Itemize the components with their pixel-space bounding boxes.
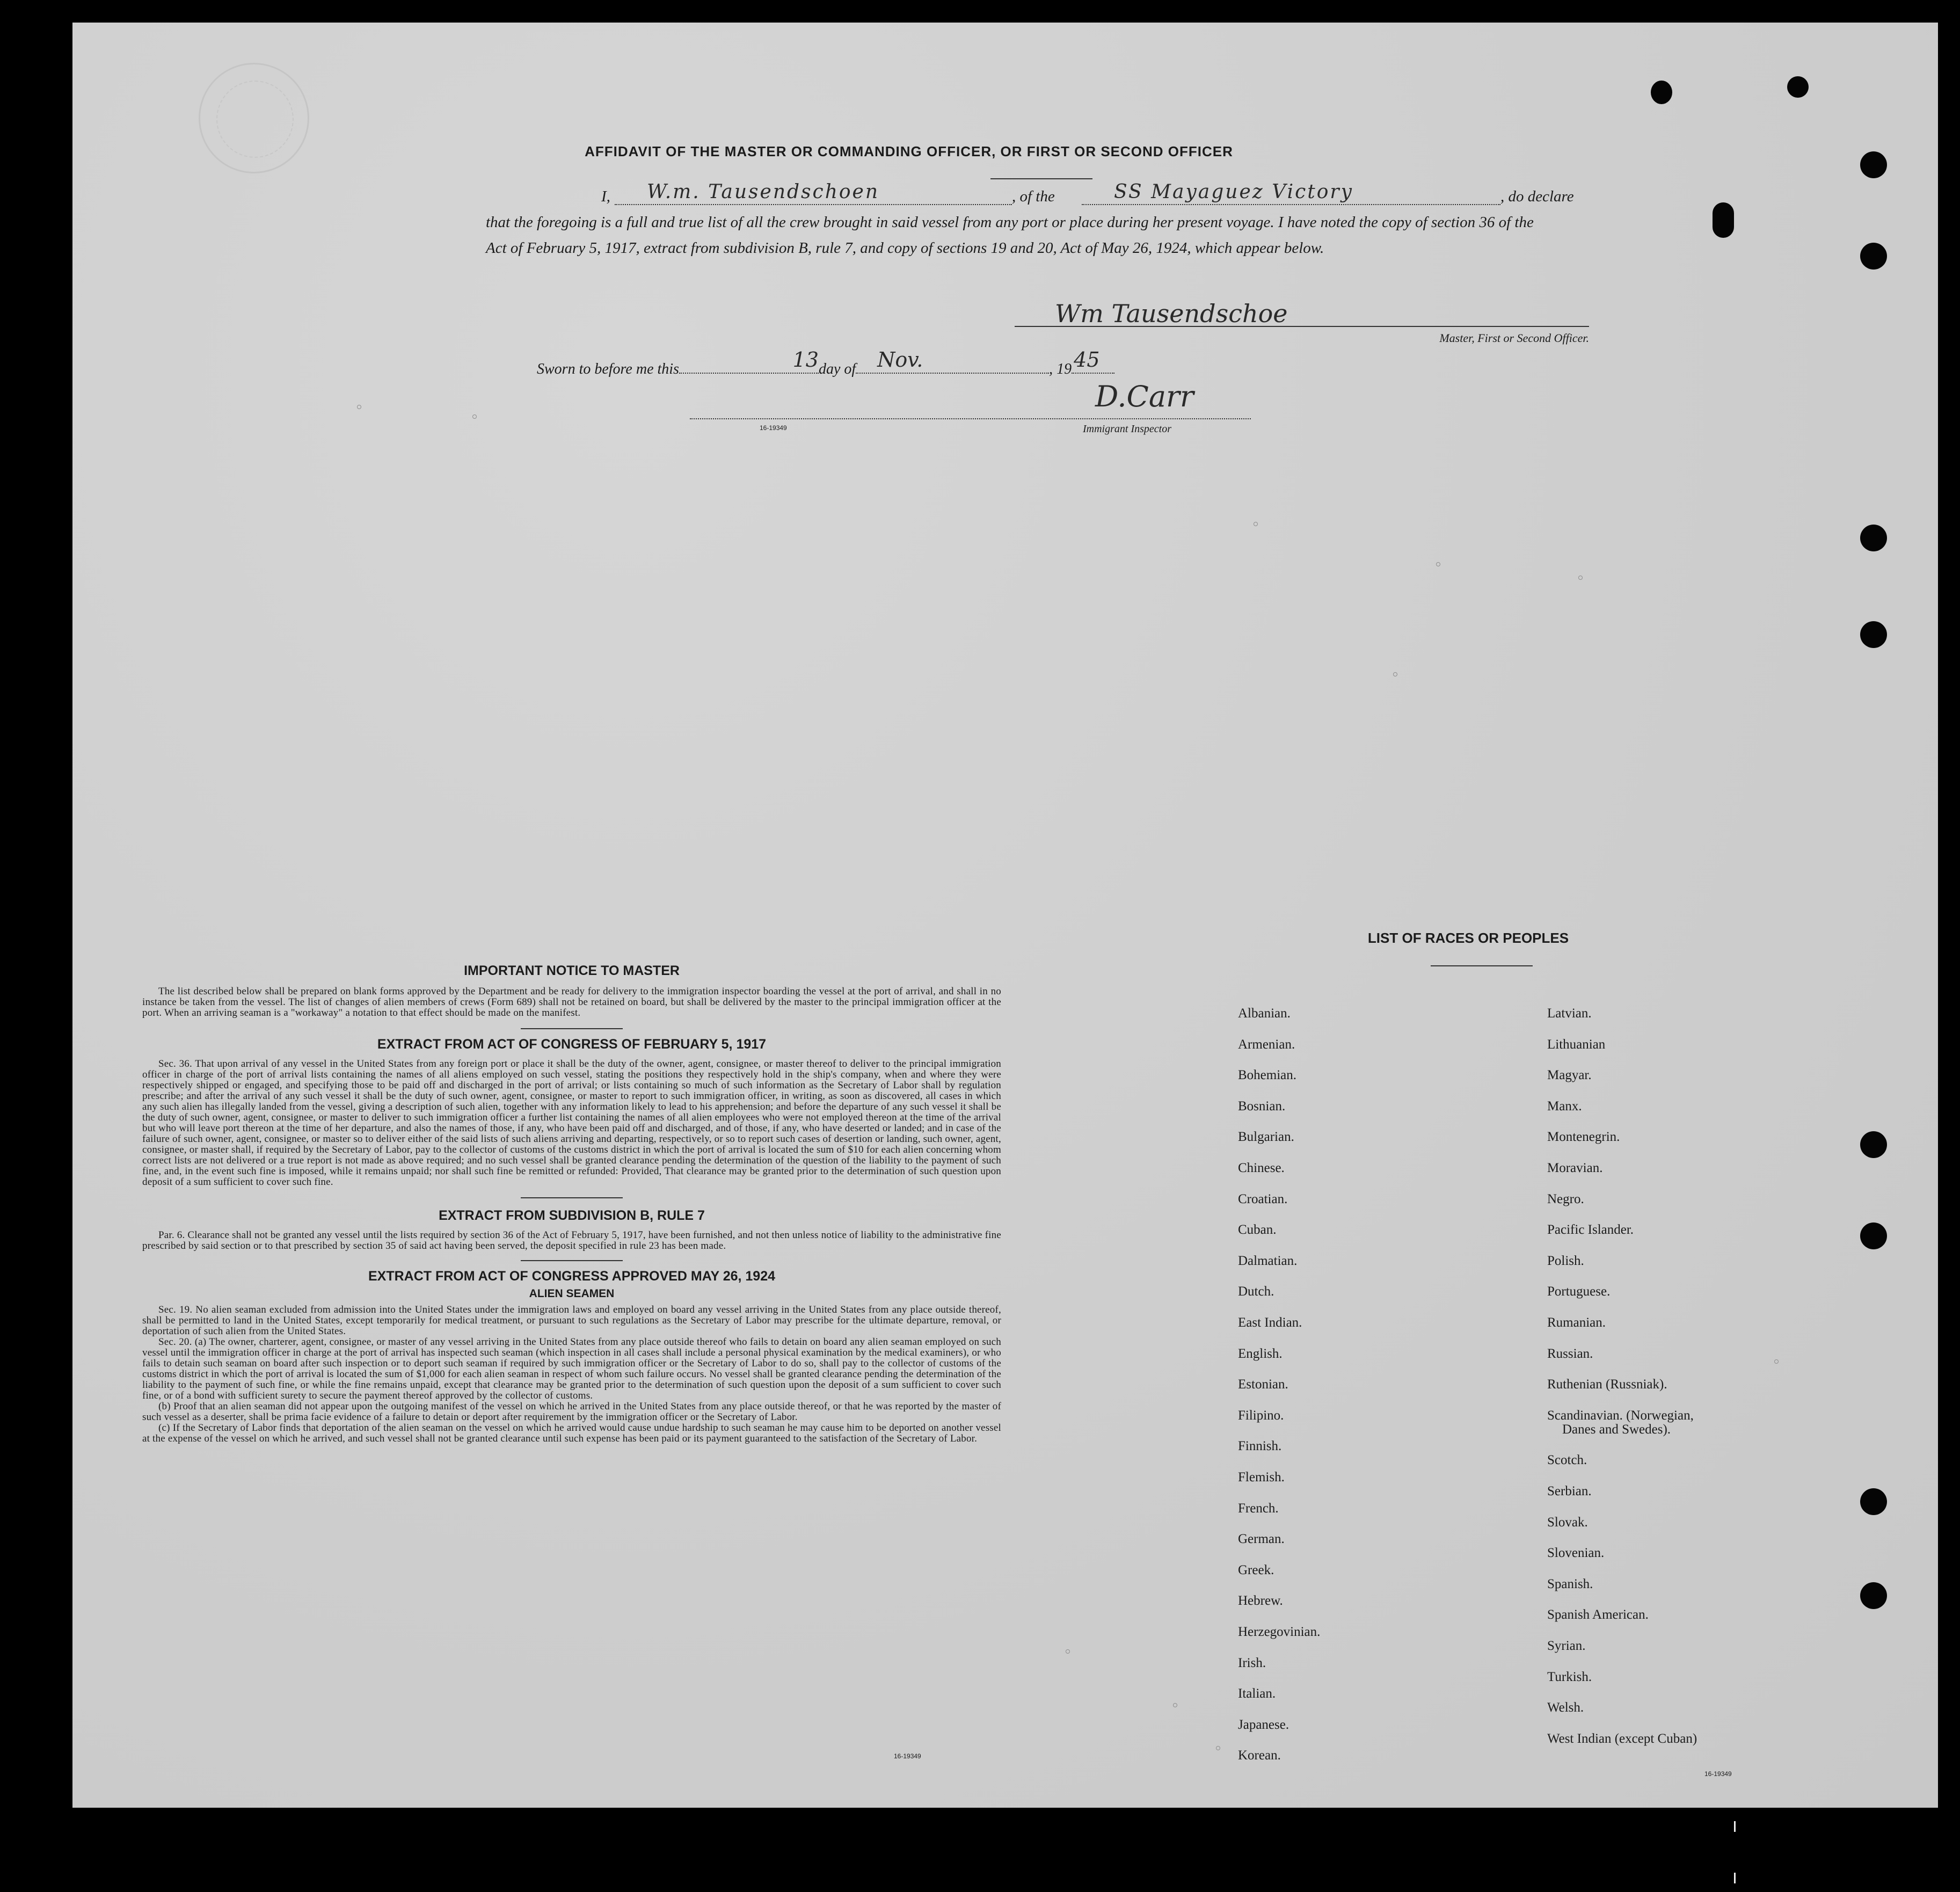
inspector-signature: D.Carr (1095, 380, 1194, 413)
race-item: Greek. (1238, 1562, 1274, 1577)
speck (1578, 576, 1583, 580)
vessel-handwriting: SS Mayaguez Victory (1114, 181, 1353, 203)
speck (1254, 522, 1258, 526)
race-item: Spanish. (1547, 1576, 1593, 1591)
race-item: Bosnian. (1238, 1098, 1286, 1114)
race-item: Rumanian. (1547, 1315, 1606, 1330)
speck (472, 414, 477, 419)
speck (1774, 1359, 1779, 1364)
races-rule (1431, 965, 1533, 966)
race-item: Estonian. (1238, 1377, 1288, 1392)
declaration-body: that the foregoing is a full and true list of all the crew brought in said vessel from any port or place during her present voyage. I have noted the copy of section 36 of the Act of February 5, 1917, extract from subdivision B, rule 7, and copy of sections 19 and 20, Act of May 26, 1924, which appear below. (486, 214, 1534, 257)
year-field (1072, 348, 1114, 374)
section-36-paragraph: Sec. 36. That upon arrival of any vessel in the United States from any foreign port or place it shall be the duty of the owner, agent, consignee, or master thereof to deliver to the principal immigration officer in charge of the port of arrival lists containing the names of all aliens employed on such vessel, stating the positions they respectively hold in the ship's company, when and where they were respectively shipped or engaged, and specifying those to be paid off and discharged in the port of arrival; or lists containing so much of such information as the Secretary of Labor shall by regulation prescribe; and after the arrival of any such vessel it shall be the duty of such owner, agent, consignee, or master to report to such immigration officer, in writing, as soon as discovered, all cases in which any such alien has illegally landed from the vessel, giving a description of such alien, together with any information likely to lead to his apprehension; and before the departure of any such vessel it shall be the duty of such owner, agent, consignee, or master to deliver to such immigration officer a further list containing the names of all alien employees who were not employed thereon at the time of the arrival but who will leave port thereon at the time of her departure, and also the names of those, if any, who have been paid off and discharged, and of those, if any, who have deserted or landed; and in case of the failure of such owner, agent, consignee, or master so to deliver either of the said lists of such aliens arriving and departing, respectively, or so to report such cases of desertion or landing, such owner, agent, consignee, or master shall, if required by the Secretary of Labor, pay to the collector of customs of the customs district in which the port of arrival is located the sum of $10 for each alien concerning whom correct lists are not delivered or a true report is not made as above required; and no such vessel shall be granted clearance pending the determination of the question of the liability to the payment of such fine, and, in the event such fine is imposed, while it remains unpaid; nor shall such fine be remitted or refunded: Provided, That clearance may be granted prior to the determination of such question upon deposit of a sum sufficient to cover such fine. (142, 1058, 1001, 1188)
declaration-first-line (486, 181, 1592, 209)
signature-line (1015, 326, 1589, 327)
edge-mark (1734, 1873, 1736, 1883)
race-item: Japanese. (1238, 1717, 1289, 1732)
do-declare-label: , do declare (1500, 188, 1574, 205)
race-item: Scandinavian. (Norwegian, (1547, 1408, 1694, 1423)
race-item: Welsh. (1547, 1700, 1584, 1715)
race-item: Hebrew. (1238, 1593, 1283, 1609)
race-item: Albanian. (1238, 1006, 1291, 1021)
alien-seamen-heading: ALIEN SEAMEN (529, 1287, 615, 1300)
par-6-paragraph: Par. 6. Clearance shall not be granted any vessel until the lists required by section 36 of the Act of February 5, 1917, have been furnished, and not then unless notice of liability to the administrative fine prescribed by said section or to that prescribed by section 35 of said act having been served, the deposit specified in rule 23 has been made. (142, 1229, 1001, 1251)
race-item: Filipino. (1238, 1408, 1284, 1423)
vessel-field (1082, 181, 1500, 205)
punch-hole (1860, 1131, 1887, 1158)
race-item: Flemish. (1238, 1470, 1285, 1485)
punch-hole (1860, 525, 1887, 551)
sec-19-paragraph: Sec. 19. No alien seaman excluded from admission into the United States under the immigration laws and employed on board any vessel arriving in the United States from any place outside thereof, shall be permitted to land in the United States, except temporarily for medical treatment, or pursuant to such regulations as the Secretary of Labor may prescribe for the ultimate departure, removal, or deportation of such alien from the United States. (142, 1304, 1001, 1337)
race-item: Slovenian. (1547, 1546, 1605, 1561)
punch-hole (1860, 1222, 1887, 1249)
race-item: Russian. (1547, 1346, 1593, 1361)
inspector-caption: Immigrant Inspector (1083, 423, 1171, 435)
of-the-label: , of the (1012, 188, 1055, 205)
race-item: Slovak. (1547, 1515, 1588, 1530)
notice-paragraph: The list described below shall be prepared on blank forms approved by the Department and be ready for delivery to the immigration inspector boarding the vessel at the port of arrival, and shall in no instance be taken from the vessel. The list of changes of alien members of crews (Form 689) shall not be retained on board, but shall be delivered by the master to the principal immigration officer at the port. When an arriving seaman is a "workaway" a notation to that effect should be made on the manifest. (142, 986, 1001, 1018)
race-item: Pacific Islander. (1547, 1222, 1634, 1238)
race-item: Syrian. (1547, 1638, 1586, 1653)
sworn-label: Sworn to before me this (537, 361, 679, 377)
race-item: Manx. (1547, 1098, 1582, 1114)
race-item: Turkish. (1547, 1669, 1592, 1684)
section-rule (521, 1028, 623, 1029)
race-item: Lithuanian (1547, 1037, 1606, 1052)
important-notice (142, 963, 1001, 1444)
race-item: West Indian (except Cuban) (1547, 1731, 1697, 1746)
master-name-handwriting: W.m. Tausendschoen (647, 181, 880, 203)
extract-1917-heading: EXTRACT FROM ACT OF CONGRESS OF FEBRUARY 5, 1917 (377, 1037, 767, 1052)
extract-1924-heading: EXTRACT FROM ACT OF CONGRESS APPROVED MAY 26, 1924 (368, 1269, 776, 1284)
sworn-month-field (856, 348, 1049, 374)
day-of-label: day of (818, 361, 856, 377)
section-rule (521, 1197, 623, 1198)
speck (1393, 672, 1397, 676)
sworn-day-field (679, 348, 819, 374)
notice-form-number: 16-19349 (894, 1752, 921, 1760)
i-label: I, (601, 188, 610, 205)
punch-hole (1860, 621, 1887, 648)
punch-hole (1713, 202, 1734, 238)
extract-rule7-heading: EXTRACT FROM SUBDIVISION B, RULE 7 (439, 1208, 705, 1223)
speck (1436, 562, 1440, 566)
punch-hole (1860, 151, 1887, 178)
race-item: East Indian. (1238, 1315, 1302, 1330)
races-form-number: 16-19349 (1704, 1770, 1732, 1778)
affidavit-title: AFFIDAVIT OF THE MASTER OR COMMANDING OFFICER, OR FIRST OR SECOND OFFICER (585, 143, 1233, 159)
race-item: Bulgarian. (1238, 1130, 1294, 1145)
races-title: LIST OF RACES OR PEOPLES (1367, 930, 1569, 946)
race-item: Irish. (1238, 1655, 1266, 1670)
race-item: Italian. (1238, 1686, 1276, 1701)
race-item: Ruthenian (Russniak). (1547, 1377, 1667, 1392)
notice-heading: IMPORTANT NOTICE TO MASTER (464, 963, 680, 978)
race-item: Dalmatian. (1238, 1253, 1298, 1268)
punch-hole (1860, 243, 1887, 270)
speck (1066, 1649, 1070, 1654)
race-item: Montenegrin. (1547, 1130, 1620, 1145)
race-item: Bohemian. (1238, 1068, 1297, 1083)
race-item: Moravian. (1547, 1161, 1603, 1175)
race-item: Danes and Swedes). (1562, 1422, 1671, 1437)
race-item: Cuban. (1238, 1222, 1277, 1238)
race-item: Finnish. (1238, 1439, 1282, 1454)
race-item: French. (1238, 1501, 1279, 1516)
race-item: Serbian. (1547, 1483, 1592, 1498)
section-rule (521, 1260, 623, 1261)
punch-hole (1860, 1488, 1887, 1515)
document-page (72, 23, 1938, 1808)
race-item: Magyar. (1547, 1068, 1592, 1083)
race-item: Korean. (1238, 1748, 1281, 1763)
race-item: Armenian. (1238, 1037, 1295, 1052)
master-signature: Wm Tausendschoe (1055, 299, 1288, 328)
race-item: Croatian. (1238, 1191, 1288, 1206)
sec-20c-paragraph: (c) If the Secretary of Labor finds that deportation of the alien seaman on the vessel on which he arrived would cause undue hardship to such seaman he may cause him to be deported on another vessel at the expense of the vessel on which he arrived, and such vessel shall not be granted clearance until such expense has been paid or its payment guaranteed to the satisfaction of the Secretary of Labor. (142, 1422, 1001, 1444)
signature-caption: Master, First or Second Officer. (1439, 331, 1589, 345)
race-item: Spanish American. (1547, 1607, 1649, 1622)
race-item: Latvian. (1547, 1006, 1592, 1021)
master-name-field (615, 181, 1012, 205)
year-prefix: , 19 (1049, 361, 1072, 377)
edge-mark (1734, 1821, 1736, 1832)
sec-20b-paragraph: (b) Proof that an alien seaman did not appear upon the outgoing manifest of the vessel on which he arrived in the United States from any place outside thereof, or that he was reported by the master of such vessel as a deserter, shall be prima facie evidence of a failure to detain or deport after requirement by the immigration officer or the Secretary of Labor. (142, 1401, 1001, 1423)
speck (357, 405, 361, 409)
form-number: 16-19349 (760, 424, 787, 432)
race-item: Portuguese. (1547, 1284, 1611, 1299)
race-item: Polish. (1547, 1253, 1584, 1268)
sworn-month-handwriting: Nov. (877, 348, 923, 372)
punch-hole (1787, 76, 1809, 98)
sworn-day-handwriting: 13 (792, 348, 819, 372)
race-item: English. (1238, 1346, 1283, 1361)
title-rule (990, 178, 1092, 179)
punch-hole (1651, 81, 1672, 104)
race-item: Chinese. (1238, 1161, 1285, 1175)
speck (1173, 1703, 1177, 1707)
year-handwriting: 45 (1074, 348, 1100, 372)
race-item: Herzegovinian. (1238, 1625, 1321, 1639)
sec-20a-paragraph: Sec. 20. (a) The owner, charterer, agent, consignee, or master of any vessel arriving in the United States from any place outside thereof who fails to detain on board any alien seaman employed on such vessel until the immigration officer in charge at the port of arrival has inspected such seaman (which inspection in all cases shall include a personal physical examination by the medical examiners), or who fails to detain such seaman on board after such inspection or to deport such seaman if required by such immigration officer or the Secretary of Labor to do so, shall pay to the collector of customs of the customs district in which the port of arrival is located the sum of $1,000 for each alien seaman in respect of whom such failure occurs. No vessel shall be granted clearance pending the determination of the liability to the payment of such fine, or while the fine remains unpaid, except that clearance may be granted prior to the determination of such question upon the deposit of a sum sufficient to cover such fine, or of a bond with sufficient surety to secure the payment thereof approved by the collector of customs. (142, 1336, 1001, 1401)
race-item: Dutch. (1238, 1284, 1274, 1299)
declaration (486, 181, 1592, 261)
race-item: German. (1238, 1532, 1285, 1547)
race-item: Negro. (1547, 1191, 1584, 1206)
race-item: Scotch. (1547, 1453, 1587, 1468)
sworn-line (537, 348, 1114, 378)
punch-hole (1860, 1582, 1887, 1609)
speck (1216, 1746, 1220, 1750)
inspector-line (690, 418, 1251, 419)
